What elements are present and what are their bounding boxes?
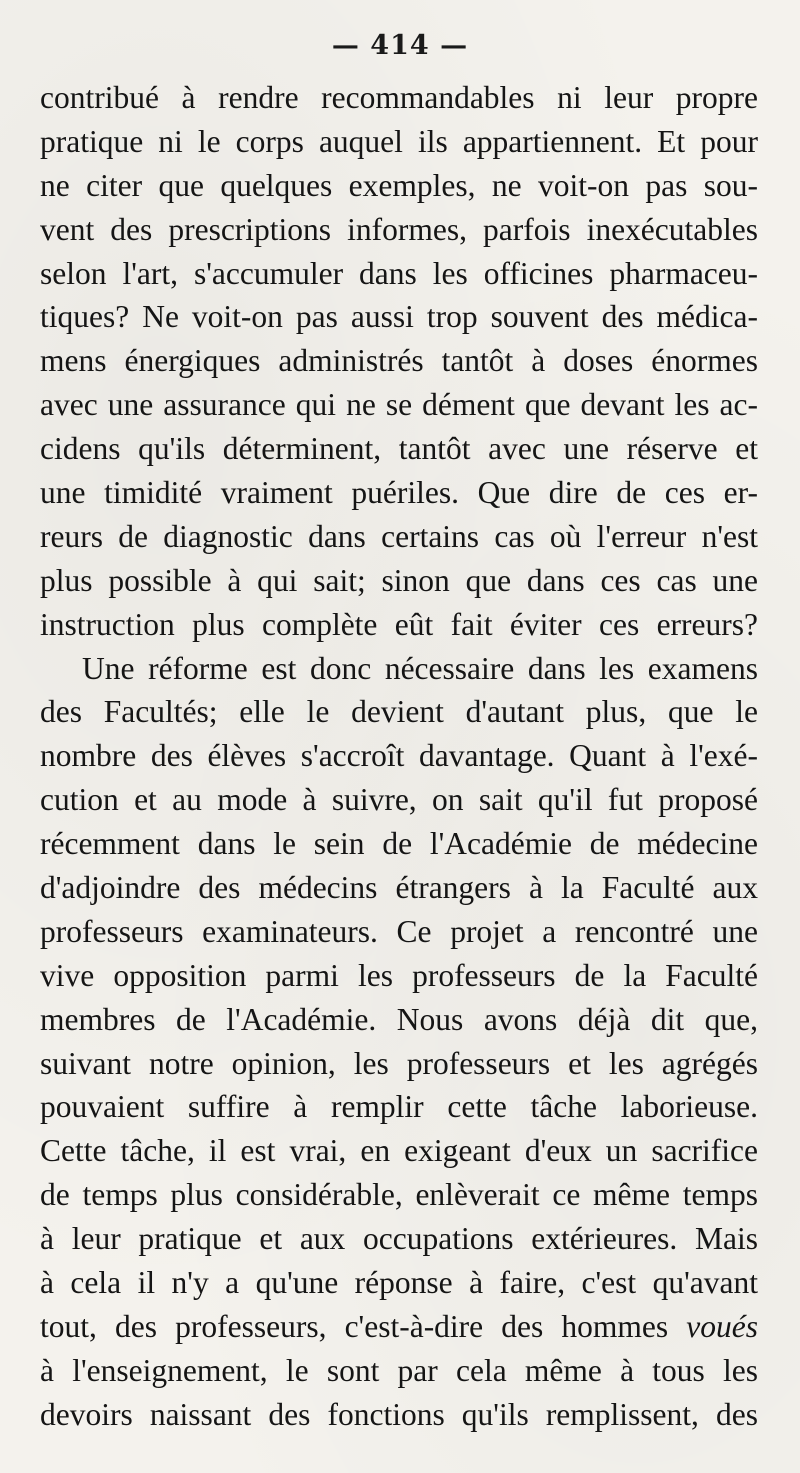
text-line: contribué à rendre recommandables ni leur propre: [40, 80, 758, 115]
text-line: cidens qu'ils déterminent, tantôt avec une réserve et: [40, 431, 758, 467]
text-line: à leur pratique et aux occupations extérieures. Mais: [40, 1221, 758, 1257]
text-line: mens énergiques administrés tantôt à doses énormes: [40, 343, 758, 379]
body-text: [40, 76, 758, 1437]
text-line: devoirs naissant des fonctions qu'ils remplissent, des: [40, 1396, 758, 1432]
text-line: à cela il n'y a qu'une réponse à faire, c'est qu'avant: [40, 1265, 758, 1301]
text-line: pouvaient suffire à remplir cette tâche laborieuse.: [40, 1089, 758, 1125]
text-line: avec une assurance qui ne se dément que devant les ac-: [40, 387, 758, 423]
text-line: ne citer que quelques exemples, ne voit-on pas sou-: [40, 167, 758, 203]
text-line-with-italic: [40, 1305, 758, 1349]
text-line: des Facultés; elle le devient d'autant plus, que le: [40, 694, 758, 730]
text-line: vive opposition parmi les professeurs de la Faculté: [40, 957, 758, 993]
text-line-part: tout, des professeurs, c'est-à-dire des hommes: [40, 1308, 669, 1344]
text-line: selon l'art, s'accumuler dans les officines pharmaceu-: [40, 255, 758, 291]
text-line: cution et au mode à suivre, on sait qu'il fut proposé: [40, 782, 758, 818]
text-line: d'adjoindre des médecins étrangers à la Faculté aux: [40, 870, 758, 906]
text-line: suivant notre opinion, les professeurs et les agrégés: [40, 1045, 758, 1081]
italic-word: voués: [686, 1308, 758, 1344]
text-line: plus possible à qui sait; sinon que dans ces cas une: [40, 562, 758, 598]
text-line: nombre des élèves s'accroît davantage. Quant à l'exé-: [40, 738, 758, 774]
text-line: vent des prescriptions informes, parfois inexécutables: [40, 211, 758, 247]
paragraph-start-line: Une réforme est donc nécessaire dans les examens: [82, 650, 758, 686]
text-line: membres de l'Académie. Nous avons déjà dit que,: [40, 1001, 758, 1037]
text-line: à l'enseignement, le sont par cela même à tous les: [40, 1352, 758, 1388]
text-line: une timidité vraiment puériles. Que dire de ces er-: [40, 475, 758, 511]
paragraph-end-line: instruction plus complète eût fait éviter ces erreurs?: [40, 606, 758, 642]
page-number: — 414 —: [331, 30, 469, 61]
text-line: Cette tâche, il est vrai, en exigeant d'eux un sacrifice: [40, 1133, 758, 1169]
text-line: professeurs examinateurs. Ce projet a rencontré une: [40, 913, 758, 949]
text-line: de temps plus considérable, enlèverait ce même temps: [40, 1177, 758, 1213]
text-line: tiques? Ne voit-on pas aussi trop souvent des médica-: [40, 299, 758, 335]
text-line: récemment dans le sein de l'Académie de médecine: [40, 826, 758, 862]
text-line: reurs de diagnostic dans certains cas où l'erreur n'est: [40, 518, 758, 554]
text-line: pratique ni le corps auquel ils appartiennent. Et pour: [40, 123, 758, 159]
